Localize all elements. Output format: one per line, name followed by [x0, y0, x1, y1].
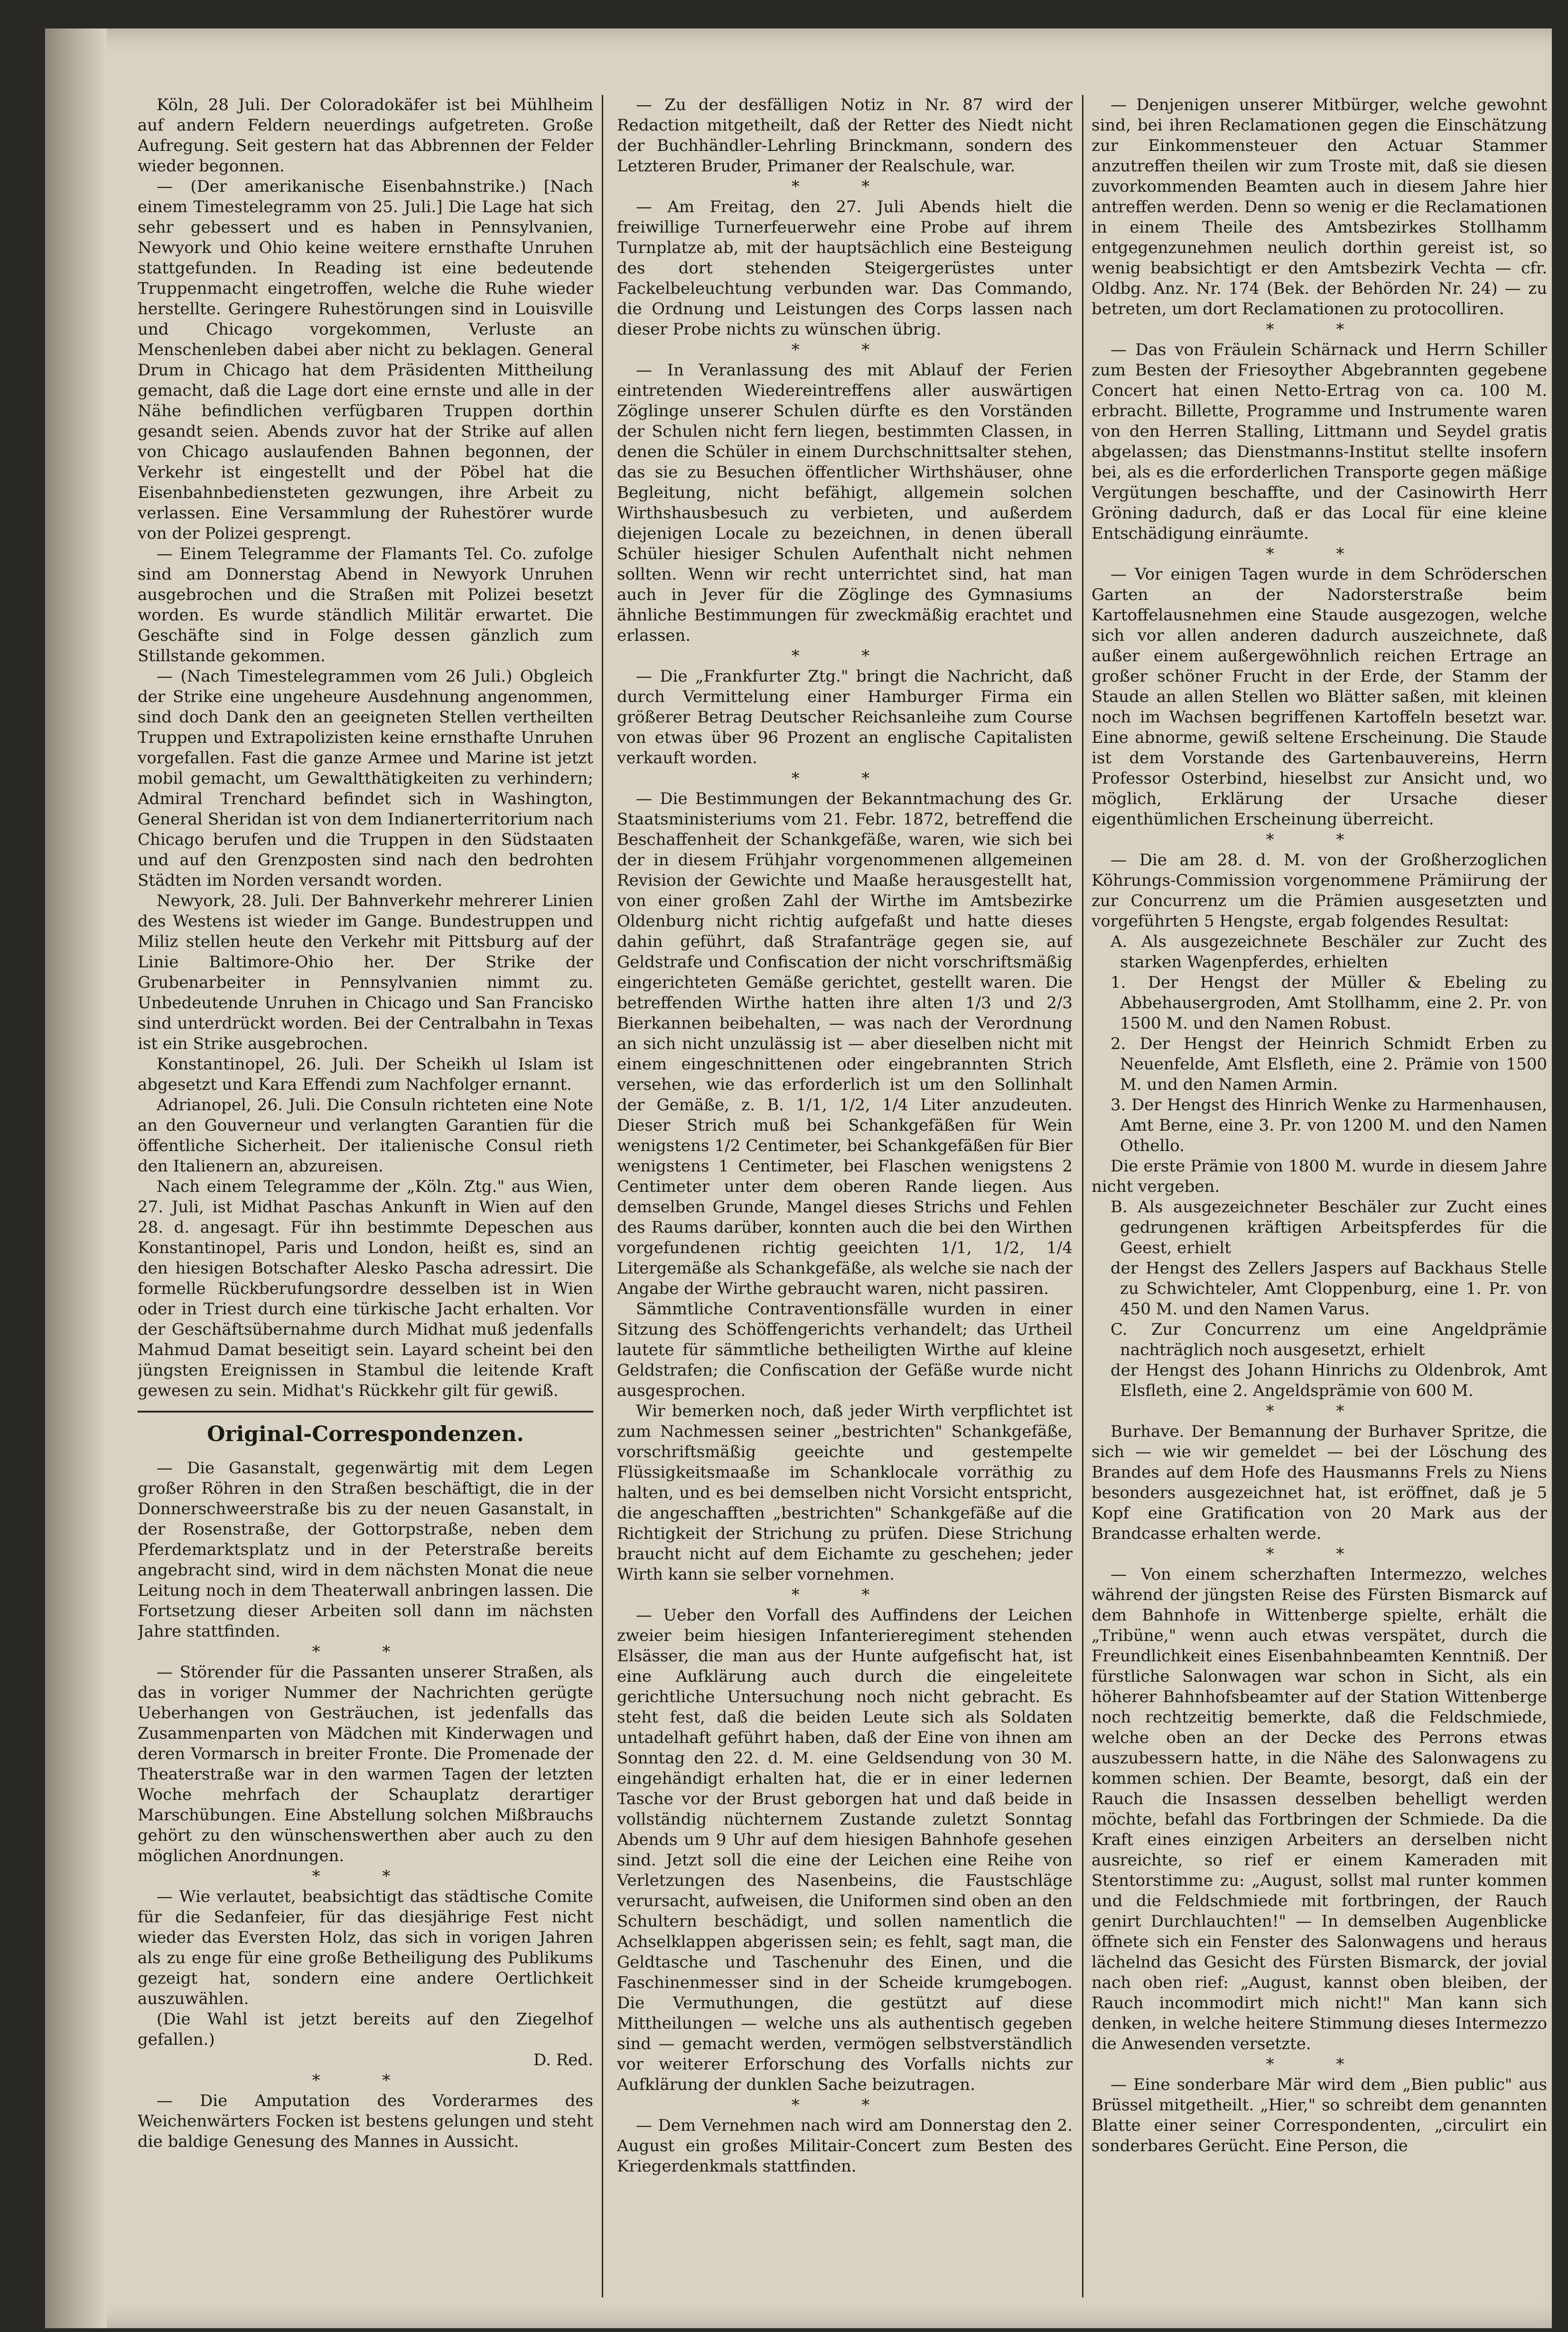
binding-gutter	[45, 28, 107, 2328]
news-item: — Eine sonderbare Mär wird dem „Bien public" aus Brüssel mitgetheilt. „Hier," so schreibt dem genannten Blatte einer seiner Correspondenten, „circulirt ein sonderbares Gerücht. Eine Person, die	[1092, 2075, 1547, 2155]
news-item: — Störender für die Passanten unserer Straßen, als das in voriger Nummer der Nachrichten gerügte Ueberhangen von Gesträuchen, ist jedenfalls das Zusammenparten von Mädchen mit Kinderwagen und deren Vormarsch in breiter Fronte. Die Promenade der Theaterstraße war in den warmen Tagen der letzten Woche mehrfach der Schauplatz derartiger Marschübungen. Eine Abstellung solchen Mißbrauchs gehört zu den wünschenswerthen aber auch zu den möglichen Anordnungen.	[138, 1663, 593, 1865]
separator-asterisks: * *	[1266, 1545, 1373, 1564]
prize-category: C. Zur Concurrenz um eine Angeldprämie nachträglich noch ausgesetzt, erhielt	[1111, 1320, 1547, 1359]
news-item: — Von einem scherzhaften Intermezzo, welches während der jüngsten Reise des Fürsten Bismarck auf dem Bahnhofe in Wittenberge spielte, erhält die „Tribüne," wenn auch etwas verspätet, durch die Freundlichkeit eines Eisenbahnbeamten Kenntniß. Der fürstliche Salonwagen war schon in Sicht, als ein höherer Bahnhofsbeamter auf der Station Wittenberge noch rechtzeitig bemerkte, daß die Feldschmiede, welche oben an der Decke des Perrons etwas auszubessern hatte, in die Nähe des Salonwagens zu kommen schien. Der Beamte, besorgt, daß ein der Rauch die Insassen desselben behelligt werden möchte, befahl das Fortbringen der Schmiede. Da die Kraft eines einzigen Arbeiters an derselben nicht ausreichte, so rief er einem Kameraden mit Stentorstimme zu: „August, sollst mal runter kommen und die Feldschmiede mit fortbringen, der Rauch genirt Durchlauchten!" — In demselben Augenblicke öffnete sich ein Fenster des Salonwagens und heraus lächelnd das Gesicht des Fürsten Bismarck, der jovial nach oben rief: „August, kannst oben bleiben, der Rauch incommodirt mich nicht!" Man kann sich denken, in welche heitere Stimmung dieses Intermezzo die Anwesenden versetzte.	[1092, 1565, 1547, 2053]
separator-asterisks: * *	[791, 177, 898, 196]
prize-entry: 2. Der Hengst der Heinrich Schmidt Erben zu Neuenfelde, Amt Elsfleth, eine 2. Prämie von 1500 M. und den Namen Armin.	[1111, 1034, 1547, 1094]
news-item: (Die Wahl ist jetzt bereits auf den Ziegelhof gefallen.)	[138, 2010, 593, 2049]
news-item: Burhave. Der Bemannung der Burhaver Spritze, die sich — wie wir gemeldet — bei der Löschung des Brandes auf dem Hofe des Hausmanns Frels zu Niens besonders ausgezeichnet hat, ist eröffnet, daß je 5 Kopf eine Gratification von 20 Mark aus der Brandcasse erhalten werde.	[1092, 1422, 1547, 1543]
news-item: — Die Amputation des Vorderarmes des Weichenwärters Focken ist bestens gelungen und steht die baldige Genesung des Mannes in Aussicht.	[138, 2091, 593, 2151]
separator-asterisks: * *	[1266, 544, 1373, 563]
news-item: — (Nach Timestelegrammen vom 26 Juli.) Obgleich der Strike eine ungeheure Ausdehnung angenommen, sind doch Dank den an geeigneten Stellen vertheilten Truppen und Extrapolizisten keine ernsthafte Unruhen vorgefallen. Fast die ganze Armee und Marine ist jetzt mobil gemacht, um Gewaltthätigkeiten zu verhindern; Admiral Trenchard befindet sich in Washington, General Sheridan ist von dem Indianerterritorium nach Chicago berufen und die Truppen in den Südstaaten und auf den Grenzposten sind nach den bedrohten Städten im Norden versandt worden.	[138, 667, 593, 890]
column-2	[617, 95, 1073, 2278]
separator-asterisks: * *	[312, 1642, 419, 1661]
news-item: Köln, 28 Juli. Der Coloradokäfer ist bei Mühlheim auf andern Feldern neuerdings aufgetreten. Große Aufregung. Seit gestern hat das Abbrennen der Felder wieder begonnen.	[138, 95, 593, 176]
news-item: — Das von Fräulein Schärnack und Herrn Schiller zum Besten der Friesoyther Abgebrannten gegebene Concert hat einen Netto-Ertrag von ca. 100 M. erbracht. Billette, Programme und Instrumente waren von den Herren Stalling, Littmann und Seydel gratis abgelassen; das Dienstmanns-Institut stellte insofern bei, als es die erforderlichen Transporte gegen mäßige Vergütungen beschaffte, und der Casinowirth Herr Gröning dadurch, daß er das Local für eine kleine Entschädigung einräumte.	[1092, 340, 1547, 543]
prize-category: B. Als ausgezeichneter Beschäler zur Zucht eines gedrungenen kräftigen Arbeitspferdes für die Geest, erhielt	[1111, 1198, 1547, 1257]
separator-asterisks: * *	[1266, 320, 1373, 339]
news-item: — Vor einigen Tagen wurde in dem Schröderschen Garten an der Nadorsterstraße beim Kartoffelausnehmen eine Staude ausgezogen, welche sich vor allen anderen dadurch auszeichnete, daß außer einem außergewöhnlich reichen Ertrage an großer schöner Frucht in der Erde, der Stamm der Staude an allen Stellen wo Blätter saßen, mit kleinen noch im Wachsen begriffenen Kartoffeln besetzt war. Eine abnorme, gewiß seltene Erscheinung. Die Staude ist dem Vorstande des Gartenbauvereins, Herrn Professor Osterbind, hieselbst zur Ansicht und, wo möglich, Erklärung der Ursache dieser eigenthümlichen Erscheinung überreicht.	[1092, 565, 1547, 829]
separator-asterisks: * *	[791, 340, 898, 359]
news-item: — Die am 28. d. M. von der Großherzoglichen Köhrungs-Commission vorgenommene Prämiirung der zur Concurrenz um die Prämien ausgesetzten und vorgeführten 5 Hengste, ergab folgendes Resultat:	[1092, 851, 1547, 931]
separator-asterisks: * *	[1266, 2055, 1373, 2074]
news-item: Wir bemerken noch, daß jeder Wirth verpflichtet ist zum Nachmessen seiner „bestrichten" Schankgefäße, vorschriftsmäßig geeichte und gestempelte Flüssigkeitsmaaße im Schanklocale vorräthig zu halten, und es bei demselben nicht Vorsicht entspricht, die angeschafften „bestrichten" Schankgefäße auf die Richtigkeit der Strichung zu prüfen. Diese Strichung braucht nicht auf dem Eichamte zu geschehen; jeder Wirth kann sie selber vornehmen.	[617, 1402, 1073, 1584]
prize-entry: 1. Der Hengst der Müller & Ebeling zu Abbehausergroden, Amt Stollhamm, eine 2. Pr. von 1500 M. und den Namen Robust.	[1111, 973, 1547, 1033]
separator-asterisks: * *	[1266, 1402, 1373, 1421]
news-item: Nach einem Telegramme der „Köln. Ztg." aus Wien, 27. Juli, ist Midhat Paschas Ankunft in Wien auf den 28. d. angesagt. Für ihn bestimmte Depeschen aus Konstantinopel, Paris und London, heißt es, sind an den hiesigen Botschafter Alesko Pascha adressirt. Die formelle Rückberufungsordre desselben ist in Wien oder in Triest durch eine türkische Jacht erhalten. Vor der Geschäftsübernahme durch Midhat muß jedenfalls Mahmud Damat beseitigt sein. Layard scheint bei den jüngsten Ereignissen in Stambul die leitende Kraft gewesen zu sein. Midhat's Rückkehr gilt für gewiß.	[138, 1177, 593, 1400]
separator-asterisks: * *	[1266, 830, 1373, 849]
news-item: — Dem Vernehmen nach wird am Donnerstag den 2. August ein großes Militair-Concert zum Besten des Kriegerdenkmals stattfinden.	[617, 2116, 1073, 2176]
news-item: Newyork, 28. Juli. Der Bahnverkehr mehrerer Linien des Westens ist wieder im Gange. Bundestruppen und Miliz stellen heute den Verkehr mit Pittsburg auf der Linie Baltimore-Ohio her. Der Strike der Grubenarbeiter in Pennsylvanien nimmt zu. Unbedeutende Unruhen in Chicago und San Francisko sind unterdrückt worden. Bei der Centralbahn in Texas ist ein Strike ausgebrochen.	[138, 891, 593, 1053]
prize-entry: 3. Der Hengst des Hinrich Wenke zu Harmenhausen, Amt Berne, eine 3. Pr. von 1200 M. und den Namen Othello.	[1111, 1096, 1547, 1155]
column-rule	[1082, 95, 1083, 2297]
column-3	[1092, 95, 1547, 2278]
news-item: — In Veranlassung des mit Ablauf der Ferien eintretenden Wiedereintreffens aller auswärtigen Zöglinge unserer Schulen dürfte es den Vorständen der Schulen nicht fern liegen, bestimmten Classen, in denen die Schüler in einem Durchschnittsalter stehen, das sie zu Besuchen öffentlicher Wirthshäuser, ohne Begleitung, nicht befähigt, allgemein solchen Wirthshausbesuch zu verbieten, und außerdem diejenigen Locale zu bezeichnen, in denen überall Schüler hiesiger Schulen Aufenthalt nicht nehmen sollten. Wenn wir recht unterrichtet sind, hat man auch in Jever für die Zöglinge des Gymnasiums ähnliche Bestimmungen für zweckmäßig erachtet und erlassen.	[617, 361, 1073, 645]
news-item: — Die Gasanstalt, gegenwärtig mit dem Legen großer Röhren in den Straßen beschäftigt, die in der Donnerschweerstraße bis zu der neuen Gasanstalt, in der Rosenstraße, der Gottorpstraße, neben dem Pferdemarktsplatz und in der Peterstraße bereits angebracht sind, wird in dem nächsten Monat die neue Leitung noch in dem Theaterwall anbringen lassen. Die Fortsetzung dieser Arbeiten soll dann im nächsten Jahre stattfinden.	[138, 1459, 593, 1641]
prize-entry: der Hengst des Zellers Jaspers auf Backhaus Stelle zu Schwichteler, Amt Cloppenburg, eine 1. Pr. von 450 M. und den Namen Varus.	[1111, 1259, 1547, 1319]
news-item: — Die Bestimmungen der Bekanntmachung des Gr. Staatsministeriums vom 21. Febr. 1872, betreffend die Beschaffenheit der Schankgefäße, waren, wie sich bei der in diesem Frühjahr vorgenommenen allgemeinen Revision der Gewichte und Maaße herausgestellt hat, von einer großen Zahl der Wirthe im Amtsbezirke Oldenburg nicht richtig aufgefaßt und hatte dieses dahin geführt, daß Strafanträge gegen sie, auf Geldstrafe und Confiscation der nicht vorschriftsmäßig eingerichteten Gemäße gerichtet, gestellt waren. Die betreffenden Wirthe hatten ihre alten 1/3 und 2/3 Bierkannen beibehalten, — was nach der Verordnung an sich nicht unzulässig ist — aber dieselben nicht mit einem eingeschnittenen oder eingebrannten Strich versehen, wie das erforderlich ist um den Sollinhalt der Gemäße, z. B. 1/1, 1/2, 1/4 Liter anzudeuten. Dieser Strich muß bei Schankgefäßen für Wein wenigstens 1/2 Centimeter, bei Schankgefäßen für Bier wenigstens 1 Centimeter, bei Flaschen wenigstens 2 Centimeter unter dem oberen Rande liegen. Aus demselben Grunde, Mangel dieses Strichs und Fehlen des Raums darüber, konnten auch die bei den Wirthen vorgefundenen richtig geeichten 1/1, 1/2, 1/4 Litergemäße als Schankgefäße, als welche sie nach der Angabe der Wirthe gebraucht waren, nicht passiren.	[617, 789, 1073, 1298]
prize-note: Die erste Prämie von 1800 M. wurde in diesem Jahre nicht vergeben.	[1092, 1157, 1547, 1196]
column-rule	[602, 95, 603, 2297]
news-item: — Am Freitag, den 27. Juli Abends hielt die freiwillige Turnerfeuerwehr eine Probe auf ihrem Turnplatze ab, mit der hauptsächlich eine Besteigung des dort stehenden Steigergerüstes unter Fackelbeleuchtung verbunden war. Das Commando, die Ordnung und Leistungen des Corps lassen nach dieser Probe nichts zu wünschen übrig.	[617, 197, 1073, 339]
separator-asterisks: * *	[791, 1585, 898, 1604]
news-item: — Wie verlautet, beabsichtigt das städtische Comite für die Sedanfeier, für das diesjährige Fest nicht wieder das Eversten Holz, das sich in vorigen Jahren als zu enge für eine große Betheiligung des Publikums gezeigt hat, sondern eine andere Oertlichkeit auszuwählen.	[138, 1887, 593, 2008]
section-title: Original-Correspondenzen.	[138, 1411, 593, 1453]
news-item: — Zu der desfälligen Notiz in Nr. 87 wird der Redaction mitgetheilt, daß der Retter des Niedt nicht der Buchhändler-Lehrling Brinckmann, sondern des Letzteren Bruder, Primaner der Realschule, war.	[617, 95, 1073, 176]
news-item: — Denjenigen unserer Mitbürger, welche gewohnt sind, bei ihren Reclamationen gegen die Einschätzung zur Einkommensteuer den Actuar Stammer anzutreffen theilen wir zum Troste mit, daß sie diesen zuvorkommenden Beamten auch in diesem Jahre hier antreffen werden. Denn so wenig er die Reclamationen in einem Theile des Amtsbezirkes Stollhamm entgegenzunehmen neulich dorthin gereist ist, so wenig beabsichtigt er den Amtsbezirk Vechta — cfr. Oldbg. Anz. Nr. 174 (Bek. der Behörden Nr. 24) — zu betreten, um dort Reclamationen zu protocolliren.	[1092, 95, 1547, 318]
separator-asterisks: * *	[791, 2096, 898, 2115]
column-1	[138, 95, 593, 2278]
news-item: — Die „Frankfurter Ztg." bringt die Nachricht, daß durch Vermittelung einer Hamburger Firma ein größerer Betrag Deutscher Reichsanleihe zum Course von etwas über 96 Prozent an englische Capitalisten verkauft worden.	[617, 667, 1073, 768]
news-item: Adrianopel, 26. Juli. Die Consuln richteten eine Note an den Gouverneur und verlangten Garantien für die öffentliche Sicherheit. Der italienische Consul rieth den Italienern an, abzureisen.	[138, 1096, 593, 1176]
separator-asterisks: * *	[791, 769, 898, 788]
prize-category: A. Als ausgezeichnete Beschäler zur Zucht des starken Wagenpferdes, erhielten	[1111, 932, 1547, 972]
news-item: Konstantinopel, 26. Juli. Der Scheikh ul Islam ist abgesetzt und Kara Effendi zum Nachfolger ernannt.	[138, 1055, 593, 1094]
news-item: — (Der amerikanische Eisenbahnstrike.) [Nach einem Timestelegramm von 25. Juli.] Die Lage hat sich sehr gebessert und es haben in Pennsylvanien, Newyork und Ohio keine weitere ernsthafte Unruhen stattgefunden. In Reading ist eine bedeutende Truppenmacht eingetroffen, welche die Ruhe wieder herstellte. Geringere Ruhestörungen sind in Louisville und Chicago vorgekommen, Verluste an Menschenleben dabei aber nicht zu beklagen. General Drum in Chicago hat dem Präsidenten Mittheilung gemacht, daß die Lage dort eine ernste und alle in der Nähe befindlichen verfügbaren Truppen dorthin gesandt seien. Abends zuvor hat der Strike auf allen von Chicago auslaufenden Bahnen begonnen, der Verkehr ist eingestellt und der Pöbel hat die Eisenbahnbediensteten gezwungen, ihre Arbeit zu verlassen. Eine Versammlung der Ruhestörer wurde von der Polizei gesprengt.	[138, 177, 593, 543]
news-item: — Ueber den Vorfall des Auffindens der Leichen zweier beim hiesigen Infanterieregiment stehenden Elsässer, die man aus der Hunte aufgefischt hat, ist eine Aufklärung auch durch die eingeleitete gerichtliche Untersuchung noch nicht gebracht. Es steht fest, daß die beiden Leute sich als Soldaten untadelhaft geführt haben, daß der Eine von ihnen am Sonntag den 22. d. M. eine Geldsendung von 30 M. eingehändigt erhalten hat, die er in einer ledernen Tasche vor der Brust geborgen hat und daß beide in vollständig nüchternem Zustande zuletzt Sonntag Abends um 9 Uhr auf dem hiesigen Bahnhofe gesehen sind. Jetzt soll die eine der Leichen eine Reihe von Verletzungen des Nasenbeins, die Faustschläge verursacht, aufweisen, die Uniformen sind oben an den Schultern beschädigt, und sollen namentlich die Achselklappen abgerissen sein; es fehlt, sagt man, die Geldtasche und Taschenuhr des Einen, und die Faschinenmesser sind in der Scheide krumgebogen. Die Vermuthungen, die gestützt auf diese Mittheilungen — welche uns als authentisch gegeben sind — gemacht werden, vermögen selbstverständlich vor weiterer Erforschung des Vorfalls nichts zur Aufklärung der dunklen Sache beizutragen.	[617, 1606, 1073, 2094]
separator-asterisks: * *	[312, 2071, 419, 2090]
editor-signature: D. Red.	[533, 2051, 593, 2070]
separator-asterisks: * *	[312, 1867, 419, 1886]
separator-asterisks: * *	[791, 646, 898, 665]
news-item: Sämmtliche Contraventionsfälle wurden in einer Sitzung des Schöffengerichts verhandelt; das Urtheil lautete für sämmtliche betheiligten Wirthe auf kleine Geldstrafen; die Confiscation der Gefäße wurde nicht ausgesprochen.	[617, 1300, 1073, 1400]
news-item: — Einem Telegramme der Flamants Tel. Co. zufolge sind am Donnerstag Abend in Newyork Unruhen ausgebrochen und die Straßen mit Polizei besetzt worden. Es wurde ständlich Militär erwartet. Die Geschäfte sind in Folge dessen gänzlich zum Stillstande gekommen.	[138, 544, 593, 665]
prize-entry: der Hengst des Johann Hinrichs zu Oldenbrok, Amt Elsfleth, eine 2. Angeldsprämie von 600 M.	[1111, 1361, 1547, 1400]
